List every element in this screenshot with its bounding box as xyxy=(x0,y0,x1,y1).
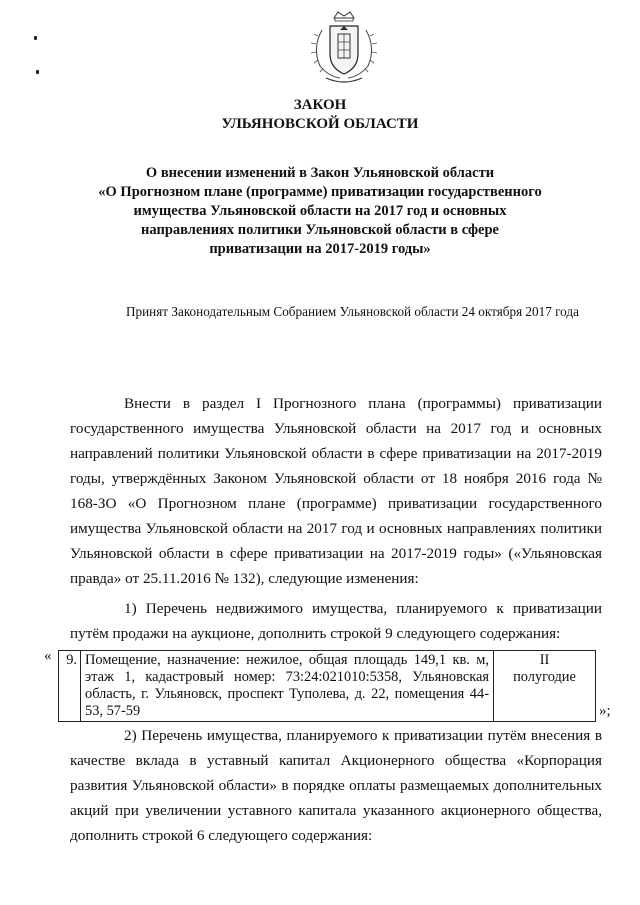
scan-mark-bottom xyxy=(36,70,39,74)
scan-mark-top xyxy=(34,36,37,40)
period-numeral: II xyxy=(539,652,550,668)
law-heading: ЗАКОН xyxy=(293,97,347,113)
region-heading: УЛЬЯНОВСКОЙ ОБЛАСТИ xyxy=(221,116,419,132)
law-title-line: направлениях политики Ульяновской области в сфере xyxy=(141,222,499,238)
adoption-note: Принят Законодательным Собранием Ульяновской области 24 октября 2017 года xyxy=(126,304,579,319)
intro-paragraph: Внести в раздел I Прогнозного плана (программы) приватизации государственного имущества Ульяновской области на 2017 год и основных направлений политики Ульяновской области в сфере приватизации на 2017-2019 годы, утверждённых Законом Ульяновской области от 18 ноября 2016 года № 168-ЗО «О Прогнозном плане (программе) приватизации государственного имущества Ульяновской области на 2017 год и основных направлениях политики Ульяновской области в сфере приватизации на 2017-2019 годы» («Ульяновская правда» от 25.11.2016 № 132), следующие изменения: xyxy=(70,395,602,587)
table-row xyxy=(59,651,596,722)
law-title-line: О внесении изменений в Закон Ульяновской области xyxy=(145,165,495,181)
law-title-line: «О Прогнозном плане (программе) приватизации государственного xyxy=(98,184,542,200)
item-2-paragraph: 2) Перечень имущества, планируемого к приватизации путём внесения в качестве вклада в уставный капитал Акционерного общества «Корпорация развития Ульяновской области» в порядке оплаты размещаемых дополнительных акций при увеличении уставного капитала указанного акционерного общества, дополнить строкой 6 следующего содержания: xyxy=(70,727,602,844)
property-description-cell: Помещение, назначение: нежилое, общая площадь 149,1 кв. м, этаж 1, кадастровый номер: 73:24:021010:5358, Ульяновская область, г. Ульяновск, проспект Туполева, д. 22, помещения 44-53, 57-59 xyxy=(81,651,494,722)
law-title-line: имущества Ульяновской области на 2017 год и основных xyxy=(133,203,507,219)
law-title xyxy=(60,164,580,259)
item-1-paragraph: 1) Перечень недвижимого имущества, планируемого к приватизации путём продажи на аукционе, дополнить строкой 9 следующего содержания: xyxy=(70,600,602,642)
open-quote: « xyxy=(44,648,52,664)
law-title-line: приватизации на 2017-2019 годы» xyxy=(209,241,431,257)
amendment-table xyxy=(58,650,596,722)
period-cell xyxy=(494,651,596,722)
coat-of-arms-emblem xyxy=(300,8,388,88)
period-label: полугодие xyxy=(513,669,576,685)
row-number-cell: 9. xyxy=(59,651,81,722)
close-quote: »; xyxy=(599,703,611,719)
